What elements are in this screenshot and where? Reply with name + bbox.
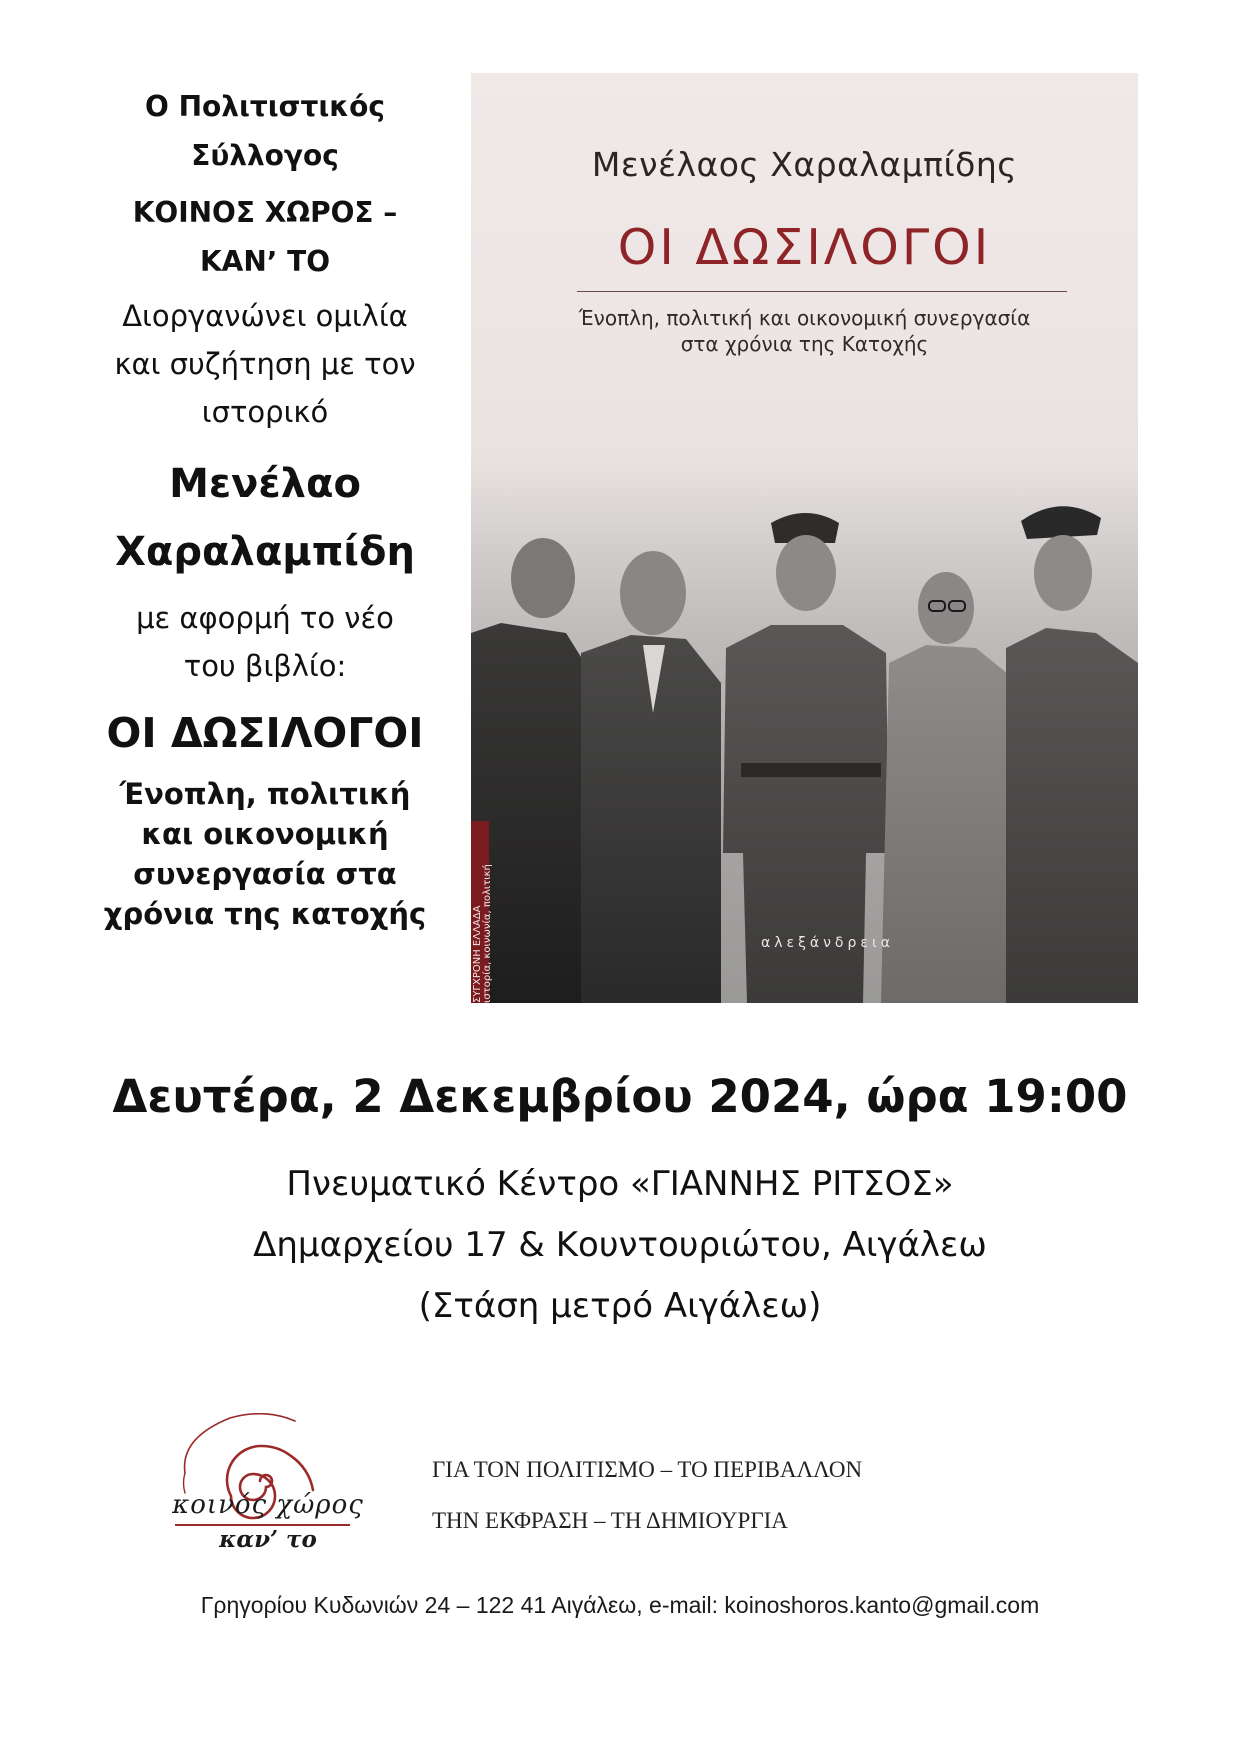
publisher-name: αλεξάνδρεια [761, 935, 894, 951]
motto-line: ΓΙΑ ΤΟΝ ΠΟΛΙΤΙΣΜΟ – ΤΟ ΠΕΡΙΒΑΛΛΟΝ [432, 1457, 863, 1482]
speaker-name: Χαραλαμπίδη [115, 529, 415, 575]
book-title: ΟΙ ΔΩΣΙΛΟΓΟΙ [106, 709, 424, 757]
cover-title: ΟΙ ΔΩΣΙΛΟΓΟΙ [617, 219, 992, 276]
organization-motto [432, 1444, 862, 1546]
organizer-line: Σύλλογος [191, 139, 339, 172]
book-cover [471, 73, 1138, 1003]
logo-wordmark-sub: καν’ το [219, 1526, 317, 1553]
book-subtitle-line: Ένοπλη, πολιτική [119, 777, 411, 811]
cover-subtitle-line: Ένοπλη, πολιτική και οικονομική συνεργασία [578, 306, 1031, 330]
venue-transit: (Στάση μετρό Αιγάλεω) [418, 1286, 822, 1326]
event-description [95, 82, 435, 934]
speaker-name: Μενέλαο [169, 461, 361, 507]
cover-subtitle [471, 305, 1138, 357]
organizer-name-line: ΚΑΝ’ ΤΟ [199, 245, 331, 278]
contact-footer: Γρηγορίου Κυδωνιών 24 – 122 41 Αιγάλεω, e-mail: koinoshoros.kanto@gmail.com [200, 1592, 1040, 1618]
logo-wordmark: κοινός χώρος [172, 1490, 364, 1520]
series-label [473, 821, 493, 1003]
venue-name: Πνευματικό Κέντρο «ΓΙΑΝΝΗΣ ΡΙΤΣΟΣ» [286, 1164, 954, 1204]
cover-author: Μενέλαος Χαραλαμπίδης [591, 145, 1018, 184]
organizer-line: Ο Πολιτιστικός [145, 90, 385, 123]
intro-line: και συζήτηση με τον [114, 347, 416, 381]
cover-title-rule [577, 291, 1067, 292]
book-subtitle-line: χρόνια της κατοχής [103, 897, 427, 931]
occasion-line: με αφορμή το νέο [136, 601, 394, 635]
series-name: ΣΥΓΧΡΟΝΗ ΕΛΛΑΔΑ [472, 905, 483, 1003]
cover-subtitle-line: στα χρόνια της Κατοχής [680, 332, 929, 356]
intro-line: Διοργανώνει ομιλία [122, 299, 408, 333]
event-datetime: Δευτέρα, 2 Δεκεμβρίου 2024, ώρα 19:00 [112, 1070, 1128, 1123]
motto-line: ΤΗΝ ΕΚΦΡΑΣΗ – ΤΗ ΔΗΜΙΟΥΡΓΙΑ [432, 1508, 788, 1533]
intro-line: ιστορικό [201, 395, 329, 429]
book-subtitle-line: συνεργασία στα [133, 857, 397, 891]
book-subtitle-line: και οικονομική [141, 817, 389, 851]
venue-address: Δημαρχείου 17 & Κουντουριώτου, Αιγάλεω [253, 1225, 987, 1265]
event-venue [0, 1154, 1240, 1337]
series-subtitle: ιστορία, κοινωνία, πολιτική [482, 864, 493, 1003]
cover-photo-men-illustration [471, 73, 1138, 1003]
occasion-line: του βιβλίο: [183, 649, 347, 683]
organizer-name-line: ΚΟΙΝΟΣ ΧΩΡΟΣ – [132, 196, 398, 229]
